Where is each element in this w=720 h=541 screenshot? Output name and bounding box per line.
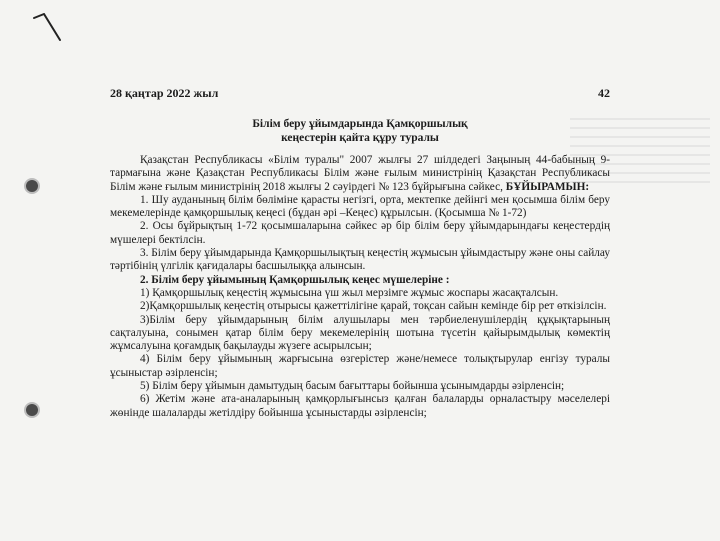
order-item: 2. Осы бұйрықтың 1-72 қосымшаларына сәйкес әр бір білім беру ұйымдарындағы кеңестердің мүшелері бектілсін. — [110, 220, 610, 246]
document-body — [110, 86, 610, 420]
order-item: 1. Шу ауданының білім бөліміне қарасты негізгі, орта, мектепке дейінгі мен қосымша білім беру мекемелерінде қамқоршылық кеңесі (бұдан әрі –Кеңес) құрылсын. (Қосымша № 1-72) — [110, 193, 610, 220]
order-item: 3. Білім беру ұйымдарында Қамқоршылықтың кеңестің жұмысын ұйымдастыру және оны сайлау тәртібінің үлгілік қағидалары басшылыққа алынсын. — [110, 247, 610, 273]
preamble-paragraph — [110, 154, 610, 194]
duty-item: 1) Қамқоршылық кеңестің жұмысына үш жыл мерзімге жұмыс жоспары жасақталсын. — [140, 286, 559, 299]
section-heading: 2. Білім беру ұйымының Қамқоршылық кеңес мүшелеріне : — [140, 273, 450, 286]
preamble-text: Қазақстан Республикасы «Білім туралы" 2007 жылғы 27 шілдедегі Заңының 44-бабының 9-тармағына және Қазақстан Республикасы Білім және ғылым министрінің Қазақстан Республикасы Білім және ғылым министрінің 2018 жылғы 2 сәуірдегі № 123 бұйрығына сәйкес, — [110, 154, 610, 193]
document-header — [110, 86, 610, 101]
title-line-2: кеңестерін қайта құру туралы — [281, 132, 439, 144]
document-number: 42 — [598, 86, 610, 100]
document-title — [110, 117, 610, 145]
duty-item: 6) Жетім және ата-аналарының қамқорлығынсыз қалған балаларды орналастыру мәселелері жөнінде шалаларды жетілдіру бойынша ұсыныстарды әзірленсін; — [110, 393, 610, 419]
punch-hole-icon — [26, 180, 38, 192]
duty-item: 4) Білім беру ұйымының жарғысына өзгерістер және/немесе толықтырулар енгізу туралы ұсыныстар әзірленсін; — [110, 353, 610, 379]
pen-stroke-mark — [30, 8, 70, 44]
order-word: БҰЙЫРАМЫН: — [505, 180, 590, 193]
duty-item: 3)Білім беру ұйымдарының білім алушылары мен тәрбиеленушілердің құқықтарының сақталуына, сонымен қатар білім беру мекемелерінің шотына түсетін қайырымдылық көмектің жұмсалуына қоғамдық бақылауды жүзеге асырылсын; — [110, 313, 610, 353]
punch-hole-icon — [26, 404, 38, 416]
title-line-1: Білім беру ұйымдарында Қамқоршылық — [252, 118, 468, 130]
document-date: 28 қаңтар 2022 жыл — [110, 86, 219, 100]
duty-item: 2)Қамқоршылық кеңестің отырысы қажеттілігіне қарай, тоқсан сайын кемінде бір рет өткізілсін. — [140, 300, 607, 313]
duty-item: 5) Білім беру ұйымын дамытудың басым бағыттары бойынша ұсынымдарды әзірленсін; — [140, 380, 565, 393]
